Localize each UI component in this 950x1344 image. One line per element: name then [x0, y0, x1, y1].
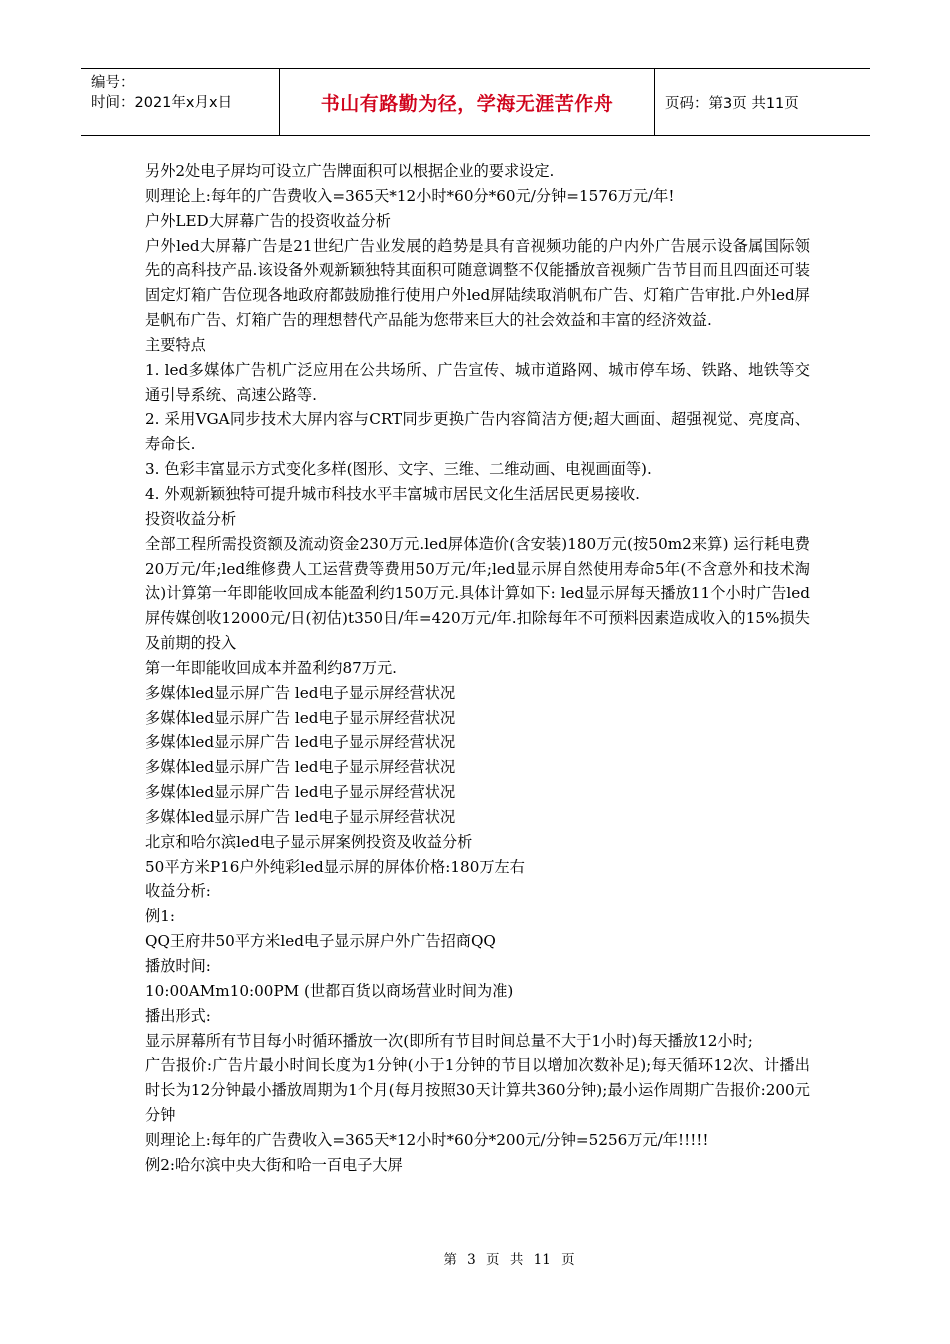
paragraph: 户外led大屏幕广告是21世纪广告业发展的趋势是具有音视频功能的户内外广告展示设备属国际领先的高科技产品.该设备外观新颖独特其面积可随意调整不仅能播放音视频广告节目而且四面还可装固定灯箱广告位现各地政府都鼓励推行使用户外led屏陆续取消帆布广告、灯箱广告审批.户外led屏是帆布广告、灯箱广告的理想替代产品能为您带来巨大的社会效益和丰富的经济效益.	[145, 236, 810, 330]
paragraph: 另外2处电子屏均可设立广告牌面积可以根据企业的要求设定.	[145, 162, 555, 180]
doc-date-label: 时间：2021年x月x日	[91, 95, 233, 111]
paragraph: 多媒体led显示屏广告 led电子显示屏经营状况	[145, 783, 456, 802]
paragraph: 多媒体led显示屏广告 led电子显示屏经营状况	[145, 758, 456, 777]
doc-number-label: 编号：	[91, 75, 135, 91]
list-item: 1. led多媒体广告机广泛应用在公共场所、广告宣传、城市道路网、城市停车场、铁路、地铁等交通引导系统、高速公路等.	[145, 360, 810, 404]
section-heading: 户外LED大屏幕广告的投资收益分析	[145, 211, 391, 230]
paragraph: 显示屏幕所有节目每小时循环播放一次(即所有节目时间总量不大于1小时)每天播放12小时;	[145, 1031, 753, 1050]
paragraph: 播放时间:	[145, 957, 211, 975]
paragraph: 广告报价:广告片最小时间长度为1分钟(小于1分钟的节目以增加次数补足);每天循环12次、计播出时长为12分钟最小播放周期为1个月(每月按照30天计算共360分钟);最小运作周期广告报价:200元分钟	[145, 1056, 810, 1125]
paragraph: 10:00AMm10:00PM (世都百货以商场营业时间为准)	[145, 981, 514, 1000]
paragraph: 则理论上:每年的广告费收入=365天*12小时*60分*60元/分钟=1576万元/年!	[145, 186, 675, 205]
paragraph: 多媒体led显示屏广告 led电子显示屏经营状况	[145, 807, 456, 826]
list-item: 4. 外观新颖独特可提升城市科技水平丰富城市居民文化生活居民更易接收.	[145, 484, 640, 503]
header-motto: 书山有路勤为径，学海无涯苦作舟	[280, 69, 655, 135]
paragraph: 播出形式:	[145, 1006, 211, 1025]
page-header	[81, 68, 870, 136]
paragraph: 多媒体led显示屏广告 led电子显示屏经营状况	[145, 708, 456, 727]
paragraph: 多媒体led显示屏广告 led电子显示屏经营状况	[145, 683, 456, 702]
header-page-number: 页码：第3页 共11页	[665, 95, 799, 112]
paragraph: 多媒体led显示屏广告 led电子显示屏经营状况	[145, 733, 456, 752]
list-item: 2. 采用VGA同步技术大屏内容与CRT同步更换广告内容简洁方便;超大画面、超强视觉、亮度高、寿命长.	[145, 410, 810, 454]
paragraph: QQ王府井50平方米led电子显示屏户外广告招商QQ	[145, 932, 496, 951]
paragraph: 50平方米P16户外纯彩led显示屏的屏体价格:180万左右	[145, 857, 525, 876]
section-heading: 北京和哈尔滨led电子显示屏案例投资及收益分析	[145, 832, 473, 851]
document-body	[145, 159, 810, 1178]
paragraph: 第一年即能收回成本并盈利约87万元.	[145, 658, 397, 677]
list-item: 3. 色彩丰富显示方式变化多样(图形、文字、三维、二维动画、电视画面等).	[145, 460, 652, 479]
header-meta	[81, 69, 280, 135]
paragraph: 例1:	[145, 907, 175, 926]
section-heading: 投资收益分析	[145, 509, 237, 528]
paragraph: 则理论上:每年的广告费收入=365天*12小时*60分*200元/分钟=5256万元/年!!!!!	[145, 1130, 709, 1149]
paragraph: 例2:哈尔滨中央大街和哈一百电子大屏	[145, 1155, 403, 1174]
paragraph: 全部工程所需投资额及流动资金230万元.led屏体造价(含安装)180万元(按50m2来算) 运行耗电费20万元/年;led维修费人工运营费等费用50万元/年;led显示屏自然使用寿命5年(不含意外和技术淘汰)计算第一年即能收回成本能盈利约150万元.具体计算如下: led显示屏每天播放11个小时广告led屏传媒创收12000元/日(初估)t350日/年=420万元/年.扣除每年不可预料因素造成收入的15%损失及前期的投入	[145, 534, 810, 653]
section-heading: 主要特点	[145, 335, 206, 354]
page-footer: 第 3 页 共 11 页	[443, 1252, 575, 1268]
paragraph: 收益分析:	[145, 882, 211, 901]
